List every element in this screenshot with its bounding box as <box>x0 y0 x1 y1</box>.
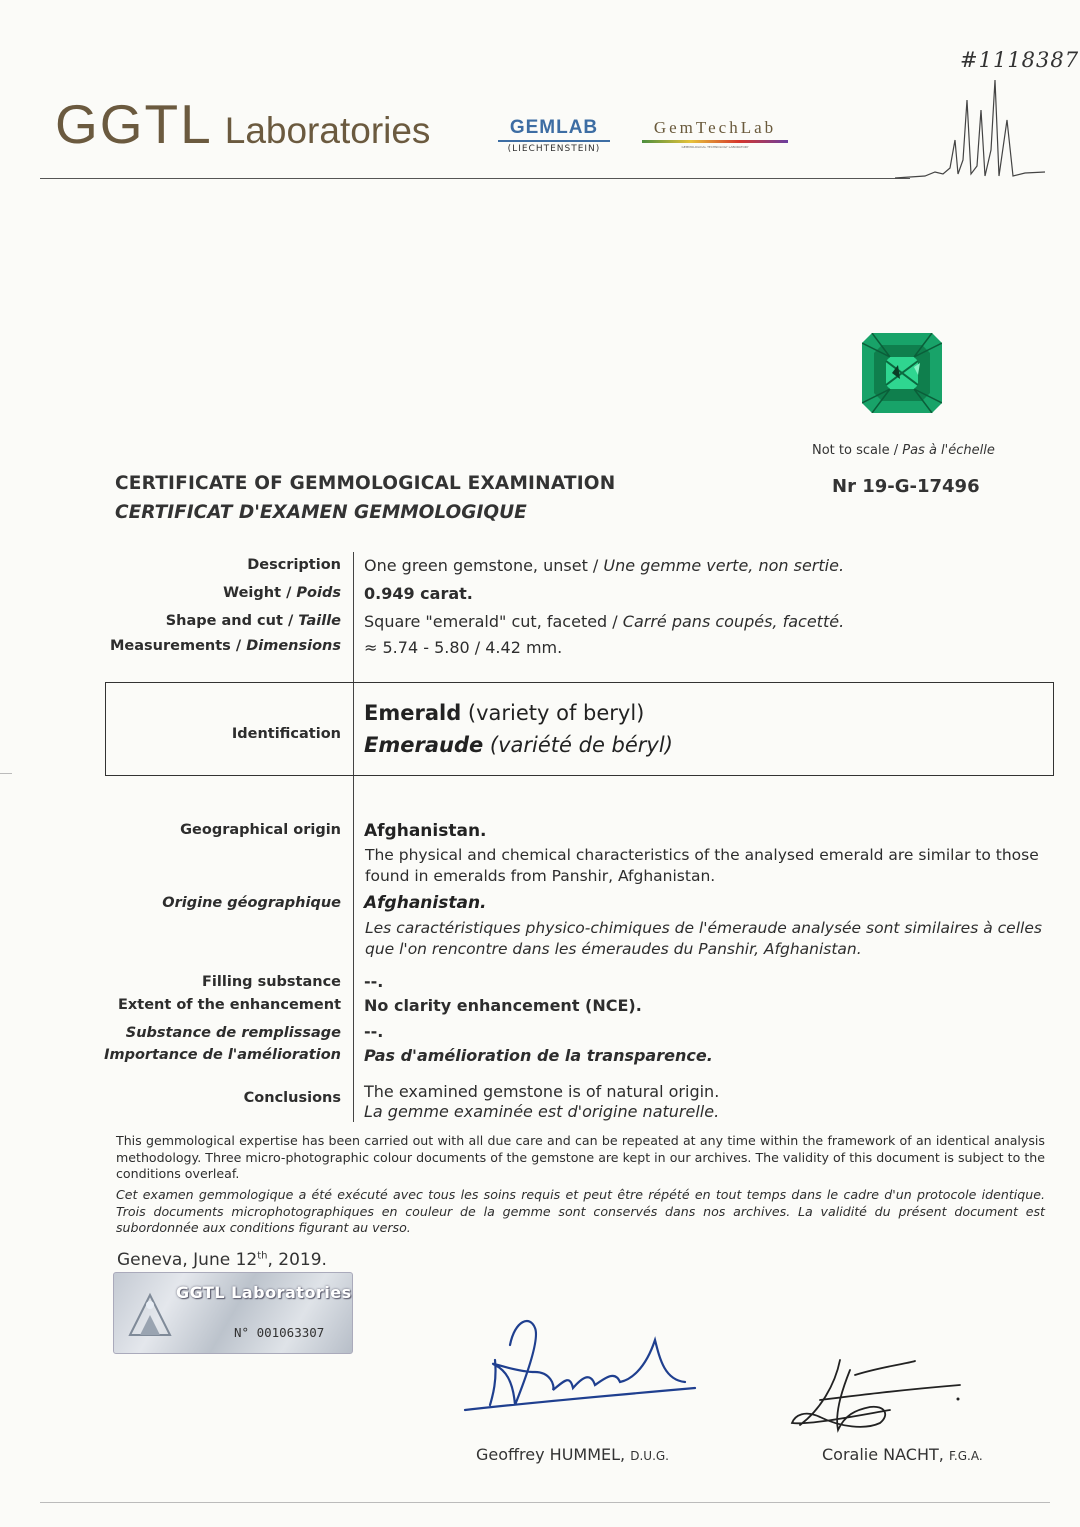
disclaimer-fr: Cet examen gemmologique a été exécuté avec tous les soins requis et peut être répété en tout temps dans le cadre d'un protocole identique. Trois documents microphotographiques en couleur de la gemme sont conservés dans nos archives. La validité du présent document est subordonnée aux conditions figurant au verso. <box>116 1187 1045 1235</box>
origin-text-en: The physical and chemical characteristics of the analysed emerald are similar to those found in emeralds from Panshir, Afghanistan. <box>365 846 1039 885</box>
signatory-2: Coralie NACHT, F.G.A. <box>822 1445 983 1464</box>
shape-label: Shape and cut / Taille <box>165 613 341 629</box>
extent-label-fr: Importance de l'amélioration <box>104 1047 341 1063</box>
origin-value-en: Afghanistan. <box>364 821 487 841</box>
extent-value: No clarity enhancement (NCE). <box>364 996 642 1015</box>
identification-divider <box>353 683 354 774</box>
hologram-mountain-icon <box>125 1280 175 1340</box>
origin-label-fr: Origine géographique <box>162 895 341 911</box>
weight-value: 0.949 carat. <box>364 584 473 603</box>
extent-label: Extent of the enhancement <box>118 997 341 1013</box>
emerald-gem-image <box>862 333 942 413</box>
identification-fr: Emeraude (variété de béryl) <box>364 733 673 757</box>
gemtechlab-title: GemTechLab <box>653 118 777 137</box>
issue-date: Geneva, June 12th, 2019. <box>117 1250 327 1270</box>
weight-label: Weight / Poids <box>223 585 341 601</box>
filling-label-fr: Substance de remplissage <box>125 1025 341 1041</box>
measurements-label: Measurements / Dimensions <box>109 638 341 654</box>
conclusions-fr: La gemme examinée est d'origine naturelle. <box>364 1102 720 1121</box>
identification-label: Identification <box>231 726 341 742</box>
header-rule <box>40 178 910 179</box>
origin-value-fr: Afghanistan. <box>364 893 487 913</box>
filling-value: --. <box>364 972 384 991</box>
conclusions-en: The examined gemstone is of natural origin. <box>364 1082 720 1101</box>
gemtechlab-logo <box>642 118 788 149</box>
certificate-number: Nr 19-G-17496 <box>832 476 980 497</box>
filling-value-fr: --. <box>364 1022 384 1041</box>
gemtechlab-subtitle: GEMMOLOGICAL TECHNOLOGY LABORATORY <box>681 145 749 149</box>
footer-rule <box>40 1502 1050 1503</box>
gemlab-title: GEMLAB <box>509 117 599 138</box>
conclusions-label: Conclusions <box>243 1090 341 1106</box>
signatory-1: Geoffrey HUMMEL, D.U.G. <box>476 1445 669 1464</box>
brand-logo <box>55 92 430 156</box>
scale-note: Not to scale / Pas à l'échelle <box>812 443 995 458</box>
extent-value-fr: Pas d'amélioration de la transparence. <box>364 1046 713 1065</box>
column-divider <box>353 552 354 1122</box>
handwritten-reference: #1118387 <box>960 48 1080 72</box>
title-fr: CERTIFICAT D'EXAMEN GEMMOLOGIQUE <box>115 502 527 523</box>
origin-label-en: Geographical origin <box>180 822 341 838</box>
disclaimer-en: This gemmological expertise has been carried out with all due care and can be repeated at any time within the framework of an identical analysis methodology. Three micro-photographic colour documents of the gemstone are kept in our archives. The validity of this document is subject to the conditions overleaf. <box>116 1133 1045 1181</box>
shape-value: Square "emerald" cut, faceted / Carré pans coupés, facetté. <box>364 612 845 631</box>
signature-hummel <box>455 1310 705 1420</box>
description-value: One green gemstone, unset / Une gemme verte, non sertie. <box>364 556 845 575</box>
measurements-value: ≈ 5.74 - 5.80 / 4.42 mm. <box>364 638 563 657</box>
filling-label: Filling substance <box>202 974 341 990</box>
gemlab-logo <box>498 117 610 154</box>
origin-text-fr: Les caractéristiques physico-chimiques de l'émeraude analysée sont similaires à celles que l'on rencontre dans les émeraudes du Panshir, Afghanistan. <box>365 919 1042 958</box>
signature-nacht <box>780 1355 980 1435</box>
identification-en: Emerald (variety of beryl) <box>364 701 645 725</box>
hologram-title: GGTL Laboratories <box>176 1283 352 1302</box>
brand-sub: Laboratories <box>224 110 431 151</box>
gemlab-subtitle: (LIECHTENSTEIN) <box>507 144 601 154</box>
title-en: CERTIFICATE OF GEMMOLOGICAL EXAMINATION <box>115 473 616 494</box>
page-edge-mark <box>0 773 12 774</box>
brand-main: GGTL <box>55 93 213 155</box>
hologram-serial: N° 001063307 <box>234 1325 325 1340</box>
spectrum-graph-icon <box>895 80 1045 180</box>
description-label: Description <box>247 557 341 573</box>
